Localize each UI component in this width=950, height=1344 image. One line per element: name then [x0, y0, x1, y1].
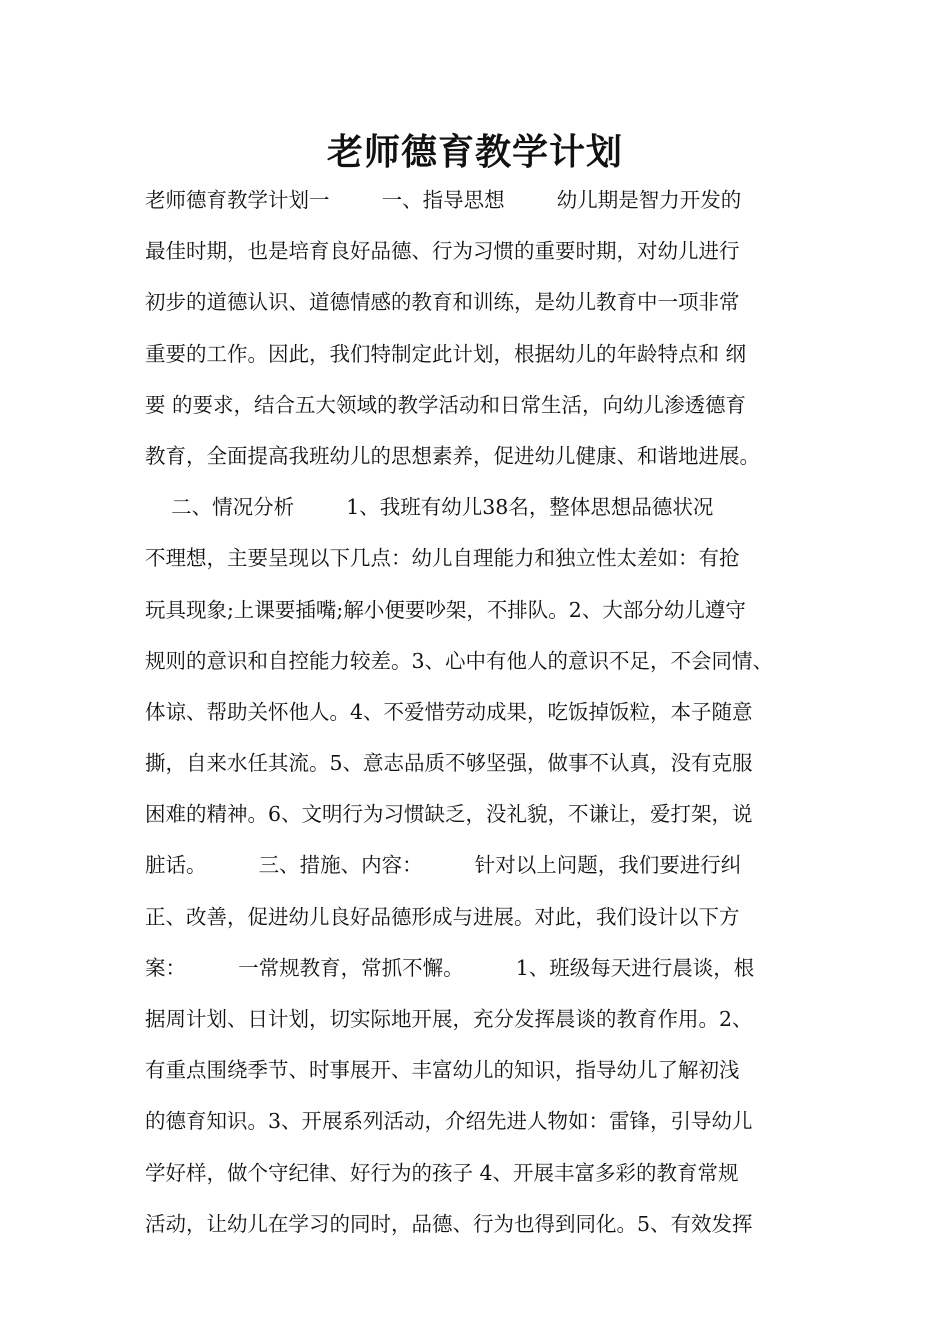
body-line: 据周计划、日计划，切实际地开展，充分发挥晨谈的教育作用。2、 — [145, 1007, 753, 1031]
body-line: 教育，全面提高我班幼儿的思想素养，促进幼儿健康、和谐地进展。 — [145, 443, 760, 468]
body-line: 学好样，做个守纪律、好行为的孩子 4、开展丰富多彩的教育常规 — [145, 1160, 739, 1185]
body-line: 最佳时期，也是培育良好品德、行为习惯的重要时期，对幼儿进行 — [145, 239, 740, 264]
body-line: 体谅、帮助关怀他人。4、不爱惜劳动成果，吃饭掉饭粒，本子随意 — [145, 699, 753, 724]
document-title: 老师德育教学计划 — [326, 132, 623, 173]
body-line: 正、改善，促进幼儿良好品德形成与进展。对此，我们设计以下方 — [145, 904, 740, 929]
body-line: 要 的要求，结合五大领域的教学活动和日常生活，向幼儿渗透德育 — [145, 392, 747, 417]
body-line: 案： 一常规教育，常抓不懈。 1、班级每天进行晨谈，根 — [145, 955, 755, 980]
body-line: 初步的道德认识、道德情感的教育和训练，是幼儿教育中一项非常 — [145, 290, 740, 315]
body-line: 困难的精神。6、文明行为习惯缺乏，没礼貌，不谦让，爱打架，说 — [145, 802, 753, 827]
document-body — [145, 180, 825, 1255]
body-line: 玩具现象;上课要插嘴;解小便要吵架，不排队。2、大部分幼儿遵守 — [145, 597, 746, 622]
body-line: 重要的工作。因此，我们特制定此计划，根据幼儿的年龄特点和 纲 — [145, 341, 747, 366]
body-line: 活动，让幼儿在学习的同时，品德、行为也得到同化。5、有效发挥 — [145, 1211, 753, 1236]
body-line: 撕，自来水任其流。5、意志品质不够坚强，做事不认真，没有克服 — [145, 751, 753, 776]
body-line: 脏话。 三、措施、内容： 针对以上问题，我们要进行纠 — [145, 853, 742, 878]
body-line: 二、情况分析 1、我班有幼儿38名，整体思想品德状况 — [145, 495, 714, 520]
body-line: 老师德育教学计划一 一、指导思想 幼儿期是智力开发的 — [145, 188, 742, 212]
body-line: 的德育知识。3、开展系列活动，介绍先进人物如：雷锋，引导幼儿 — [145, 1109, 753, 1134]
body-line: 不理想，主要呈现以下几点：幼儿自理能力和独立性太差如：有抢 — [145, 546, 740, 571]
body-line: 有重点围绕季节、时事展开、丰富幼儿的知识，指导幼儿了解初浅 — [145, 1058, 740, 1083]
body-line: 规则的意识和自控能力较差。3、心中有他人的意识不足，不会同情、 — [145, 648, 774, 673]
